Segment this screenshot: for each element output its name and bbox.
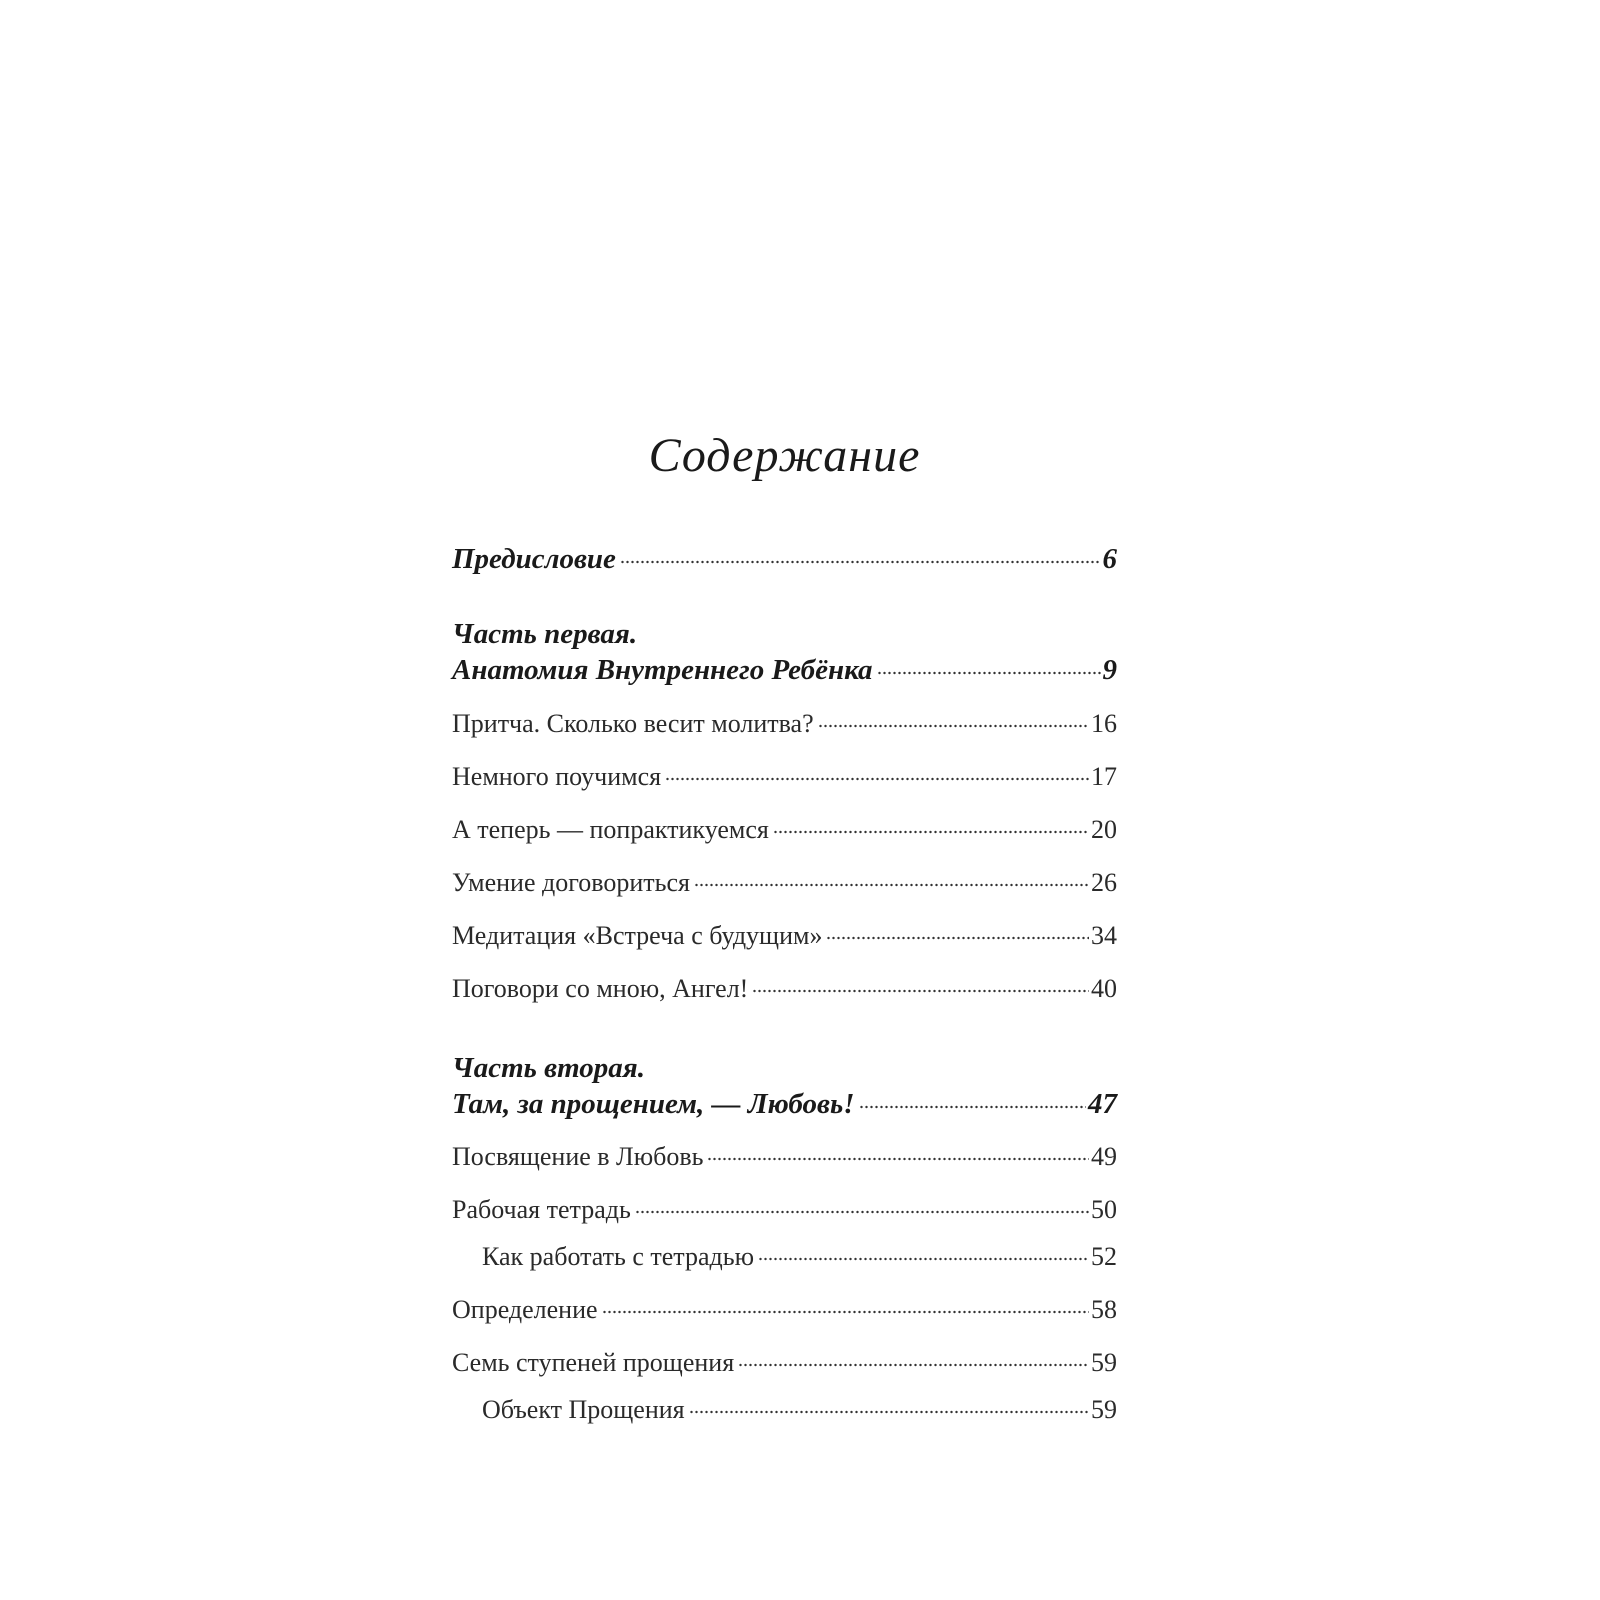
toc-page-number: 59 <box>1091 1348 1117 1377</box>
toc-entry <box>452 971 1117 1007</box>
toc-page-number: 47 <box>1088 1088 1117 1120</box>
toc-entry-title: Определение <box>452 1295 598 1324</box>
dot-leader <box>752 987 1089 995</box>
page-title: Содержание <box>648 429 921 482</box>
dot-leader <box>602 1308 1089 1316</box>
toc-entry <box>452 1139 1117 1175</box>
toc-page-number: 9 <box>1102 654 1117 686</box>
toc-entry-title: Рабочая тетрадь <box>452 1195 631 1224</box>
dot-leader <box>818 722 1089 730</box>
toc-entry-title: Семь ступеней прощения <box>452 1348 735 1377</box>
dot-leader <box>635 1208 1089 1216</box>
toc-entry-title: Анатомия Внутреннего Ребёнка <box>452 654 873 686</box>
dot-leader <box>665 775 1089 783</box>
toc-entry-title: Немного поучимся <box>452 762 662 791</box>
toc-entry-part-two <box>452 1086 1117 1122</box>
toc-entry-title: Там, за прощением, — Любовь! <box>452 1088 855 1120</box>
toc-entry <box>452 918 1117 954</box>
toc-entry <box>452 1345 1117 1381</box>
toc-entry-title: Как работать с тетрадью <box>482 1242 755 1271</box>
toc-entry-title: Посвящение в Любовь <box>452 1142 704 1171</box>
toc-page-number: 52 <box>1091 1242 1117 1271</box>
toc-subentry <box>482 1392 1117 1428</box>
toc-entry-title: Предисловие <box>452 543 616 575</box>
toc-entry-title: Притча. Сколько весит молитва? <box>452 709 814 738</box>
toc-entry <box>452 865 1117 901</box>
toc-entry <box>452 759 1117 795</box>
part-two-heading: Часть вторая. <box>452 1052 645 1084</box>
toc-page-number: 26 <box>1091 868 1117 897</box>
dot-leader <box>877 669 1101 677</box>
toc-page-number: 6 <box>1102 543 1117 575</box>
toc-page-number: 58 <box>1091 1295 1117 1324</box>
toc-entry-title: Объект Прощения <box>482 1395 685 1424</box>
part-one-heading: Часть первая. <box>452 618 638 650</box>
toc-entry-title: Поговори со мною, Ангел! <box>452 974 749 1003</box>
toc-page-number: 59 <box>1091 1395 1117 1424</box>
dot-leader <box>859 1103 1086 1111</box>
toc-page-number: 50 <box>1091 1195 1117 1224</box>
dot-leader <box>773 828 1089 836</box>
toc-entry <box>452 706 1117 742</box>
toc-entry-part-one <box>452 652 1117 688</box>
dot-leader <box>758 1255 1089 1263</box>
dot-leader <box>738 1361 1089 1369</box>
dot-leader <box>694 881 1089 889</box>
toc-entry <box>452 812 1117 848</box>
dot-leader <box>707 1155 1089 1163</box>
dot-leader <box>826 934 1089 942</box>
toc-page-number: 20 <box>1091 815 1117 844</box>
toc-subentry <box>482 1239 1117 1275</box>
toc-entry-title: А теперь — попрактикуемся <box>452 815 769 844</box>
toc-page-number: 34 <box>1091 921 1117 950</box>
dot-leader <box>620 558 1101 566</box>
toc-entry <box>452 1192 1117 1228</box>
toc-entry-title: Умение договориться <box>452 868 690 897</box>
toc-entry-title: Медитация «Встреча с будущим» <box>452 921 823 950</box>
toc-entry-preface <box>452 541 1117 577</box>
toc-page-number: 49 <box>1091 1142 1117 1171</box>
table-of-contents <box>452 0 1117 1600</box>
dot-leader <box>689 1408 1089 1416</box>
toc-entry <box>452 1292 1117 1328</box>
toc-page-number: 40 <box>1091 974 1117 1003</box>
toc-page-number: 17 <box>1091 762 1117 791</box>
toc-page-number: 16 <box>1091 709 1117 738</box>
